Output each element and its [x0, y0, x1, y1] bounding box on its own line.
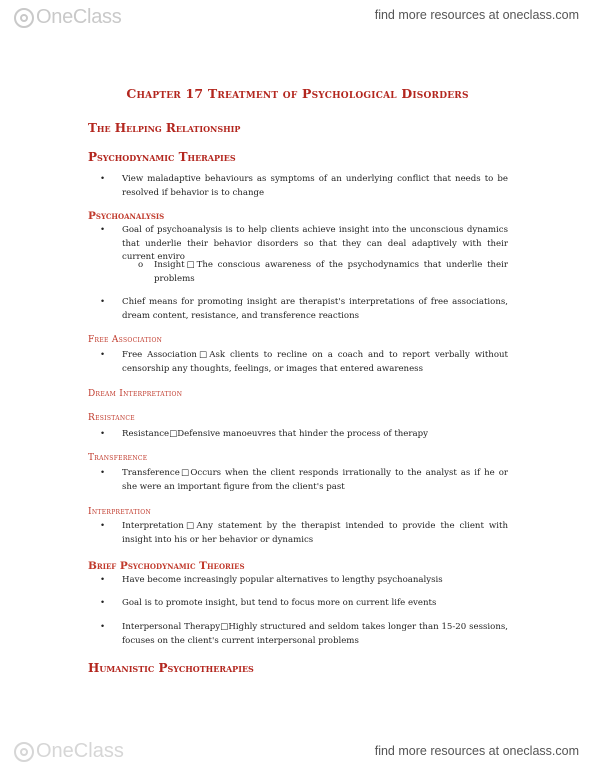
list-item: [100, 597, 508, 611]
list-item: [100, 173, 508, 200]
oneclass-footer-logo[interactable]: [14, 740, 124, 763]
list-item: [100, 349, 508, 376]
footer-tagline-link[interactable]: find more resources at oneclass.com: [374, 744, 579, 758]
list-item: [100, 520, 508, 547]
bullet-icon: •: [100, 429, 106, 439]
list-item-text: Free Association□Ask clients to recline on a coach and to report verbally without censorship any thoughts, feelings, or images that entered awareness: [122, 350, 508, 374]
footer-logo-text: OneClass: [36, 740, 124, 762]
heading-interpretation: Interpretation: [88, 507, 152, 517]
list-item-text: Resistance□Defensive manoeuvres that hinder the process of therapy: [122, 429, 428, 439]
heading-free-association: Free Association: [88, 335, 163, 345]
heading-psychodynamic-therapies: Psychodynamic Therapies: [88, 150, 236, 164]
bullet-icon: •: [100, 468, 106, 478]
list-item-text: Goal of psychoanalysis is to help clients achieve insight into the unconscious dynamics that underlie their behavior disorders so that they can deal adaptively with their current enviro: [122, 225, 508, 262]
bullet-icon: •: [100, 350, 106, 360]
list-item-text: Insight□The conscious awareness of the psychodynamics that underlie their problems: [154, 260, 508, 284]
bullet-icon: •: [100, 622, 106, 632]
bullet-icon: •: [100, 225, 106, 235]
logo-text: OneClass: [36, 6, 122, 28]
oneclass-logo-icon: [14, 8, 34, 28]
list-item: [100, 296, 508, 323]
circle-bullet-icon: o: [138, 260, 144, 270]
list-item: [100, 574, 508, 588]
chapter-title: Chapter 17 Treatment of Psychological Disorders: [126, 86, 469, 101]
list-item-text: Have become increasingly popular alternatives to lengthy psychoanalysis: [122, 575, 443, 585]
heading-transference: Transference: [88, 453, 148, 463]
list-item: [100, 428, 508, 442]
heading-brief-psychodynamic: Brief Psychodynamic Theories: [88, 560, 245, 572]
list-item-text: View maladaptive behaviours as symptoms of an underlying conflict that needs to be resolved if behavior is to change: [122, 174, 508, 198]
list-item: [100, 621, 508, 648]
list-item: [100, 467, 508, 494]
oneclass-logo-icon: [14, 742, 34, 762]
bullet-icon: •: [100, 521, 106, 531]
heading-helping-relationship: The Helping Relationship: [88, 121, 241, 135]
header-bar: [0, 0, 595, 34]
heading-psychoanalysis: Psychoanalysis: [88, 210, 165, 222]
list-item-text: Interpretation□Any statement by the therapist intended to provide the client with insight into his or her behavior or dynamics: [122, 521, 508, 545]
heading-resistance: Resistance: [88, 413, 135, 423]
heading-dream-interpretation: Dream Interpretation: [88, 389, 183, 399]
bullet-icon: •: [100, 598, 106, 608]
header-tagline-link[interactable]: find more resources at oneclass.com: [374, 8, 579, 22]
heading-humanistic-psychotherapies: Humanistic Psychotherapies: [88, 661, 254, 675]
list-item-text: Interpersonal Therapy□Highly structured and seldom takes longer than 15-20 sessions, focuses on the client's current interpersonal problems: [122, 622, 508, 646]
bullet-icon: •: [100, 297, 106, 307]
list-item-text: Transference□Occurs when the client responds irrationally to the analyst as if he or she were an important figure from the client's past: [122, 468, 508, 492]
bullet-icon: •: [100, 575, 106, 585]
sub-list-item: [140, 259, 508, 286]
list-item-text: Goal is to promote insight, but tend to focus more on current life events: [122, 598, 437, 608]
list-item-text: Chief means for promoting insight are therapist's interpretations of free associations, dream content, resistance, and transference reactions: [122, 297, 508, 321]
bullet-icon: •: [100, 174, 106, 184]
oneclass-logo[interactable]: [14, 6, 121, 29]
